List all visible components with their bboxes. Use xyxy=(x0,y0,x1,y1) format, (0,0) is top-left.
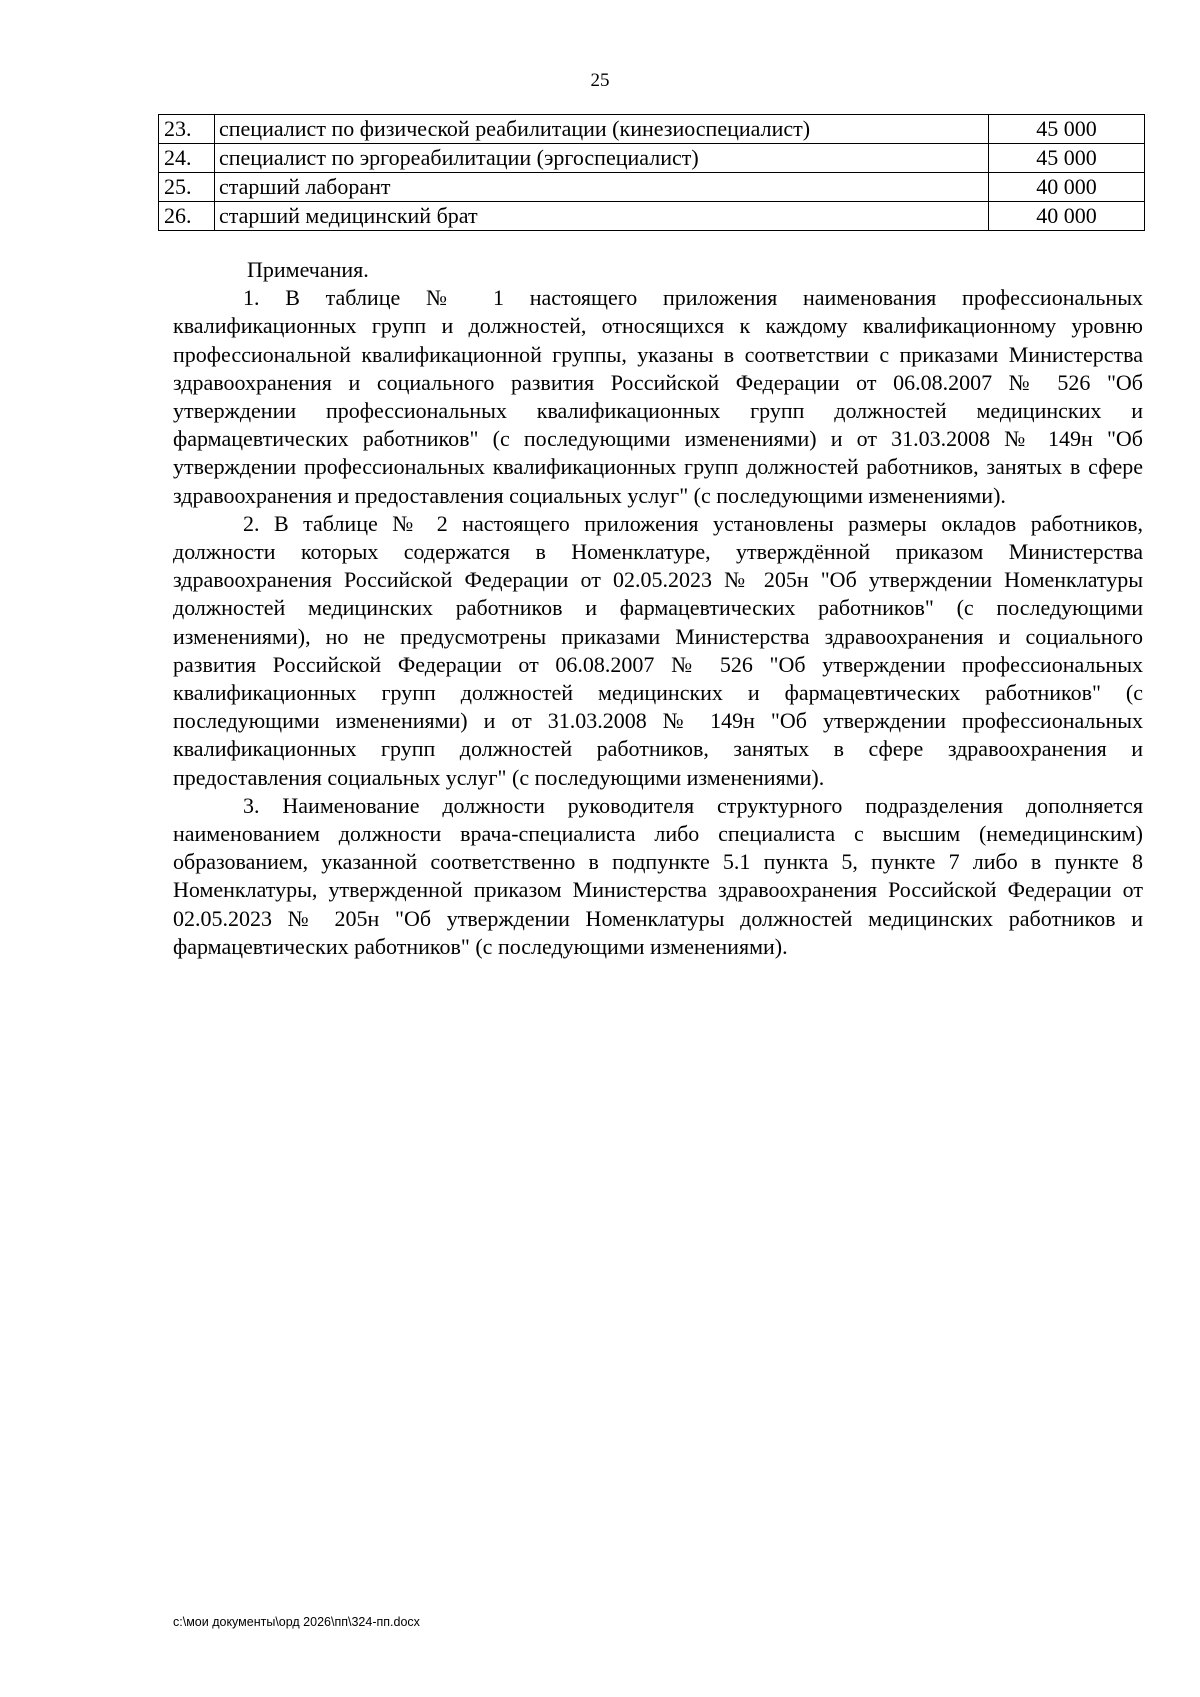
row-number: 24. xyxy=(159,144,215,173)
position-name: старший лаборант xyxy=(215,173,989,202)
row-number: 26. xyxy=(159,202,215,231)
salary-amount: 40 000 xyxy=(989,173,1145,202)
notes-heading: Примечания. xyxy=(247,257,369,282)
position-name: старший медицинский брат xyxy=(215,202,989,231)
table-row xyxy=(159,115,1145,144)
note-paragraph-3: 3. Наименование должности руководителя структурного подразделения дополняется наименованием должности врача-специалиста либо специалиста с высшим (немедицинским) образованием, указанной соответственно в подпункте 5.1 пункта 5, пункте 7 либо в пункте 8 Номенклатуры, утвержденной приказом Министерства здравоохранения Российской Федерации от 02.05.2023 № 205н "Об утверждении Номенклатуры должностей медицинских работников и фармацевтических работников" (с последующими изменениями). xyxy=(173,792,1143,959)
row-number: 25. xyxy=(159,173,215,202)
notes-section xyxy=(173,256,1143,961)
table-row xyxy=(159,173,1145,202)
salary-amount: 40 000 xyxy=(989,202,1145,231)
footer-file-path: c:\мои документы\орд 2026\пп\324-пп.docx xyxy=(173,1615,420,1629)
salary-table xyxy=(158,114,1145,231)
page-number: 25 xyxy=(590,70,610,91)
note-paragraph-1: 1. В таблице № 1 настоящего приложения наименования профессиональных квалификационных групп и должностей, относящихся к каждому квалификационному уровню профессиональной квалификационной группы, указаны в соответствии с приказами Министерства здравоохранения и социального развития Российской Федерации от 06.08.2007 № 526 "Об утверждении профессиональных квалификационных групп должностей медицинских и фармацевтических работников" (с последующими изменениями) и от 31.03.2008 № 149н "Об утверждении профессиональных квалификационных групп должностей работников, занятых в сфере здравоохранения и предоставления социальных услуг" (с последующими изменениями). xyxy=(173,285,1143,508)
salary-amount: 45 000 xyxy=(989,144,1145,173)
position-name: специалист по физической реабилитации (кинезиоспециалист) xyxy=(215,115,989,144)
salary-amount: 45 000 xyxy=(989,115,1145,144)
table-row xyxy=(159,202,1145,231)
table-row xyxy=(159,144,1145,173)
row-number: 23. xyxy=(159,115,215,144)
note-paragraph-2: 2. В таблице № 2 настоящего приложения установлены размеры окладов работников, должности которых содержатся в Номенклатуре, утверждённой приказом Министерства здравоохранения Российской Федерации от 02.05.2023 № 205н "Об утверждении Номенклатуры должностей медицинских работников и фармацевтических работников" (с последующими изменениями), но не предусмотрены приказами Министерства здравоохранения и социального развития Российской Федерации от 06.08.2007 № 526 "Об утверждении профессиональных квалификационных групп должностей медицинских и фармацевтических работников" (с последующими изменениями) и от 31.03.2008 № 149н "Об утверждении профессиональных квалификационных групп должностей работников, занятых в сфере здравоохранения и предоставления социальных услуг" (с последующими изменениями). xyxy=(173,510,1143,790)
position-name: специалист по эргореабилитации (эргоспециалист) xyxy=(215,144,989,173)
